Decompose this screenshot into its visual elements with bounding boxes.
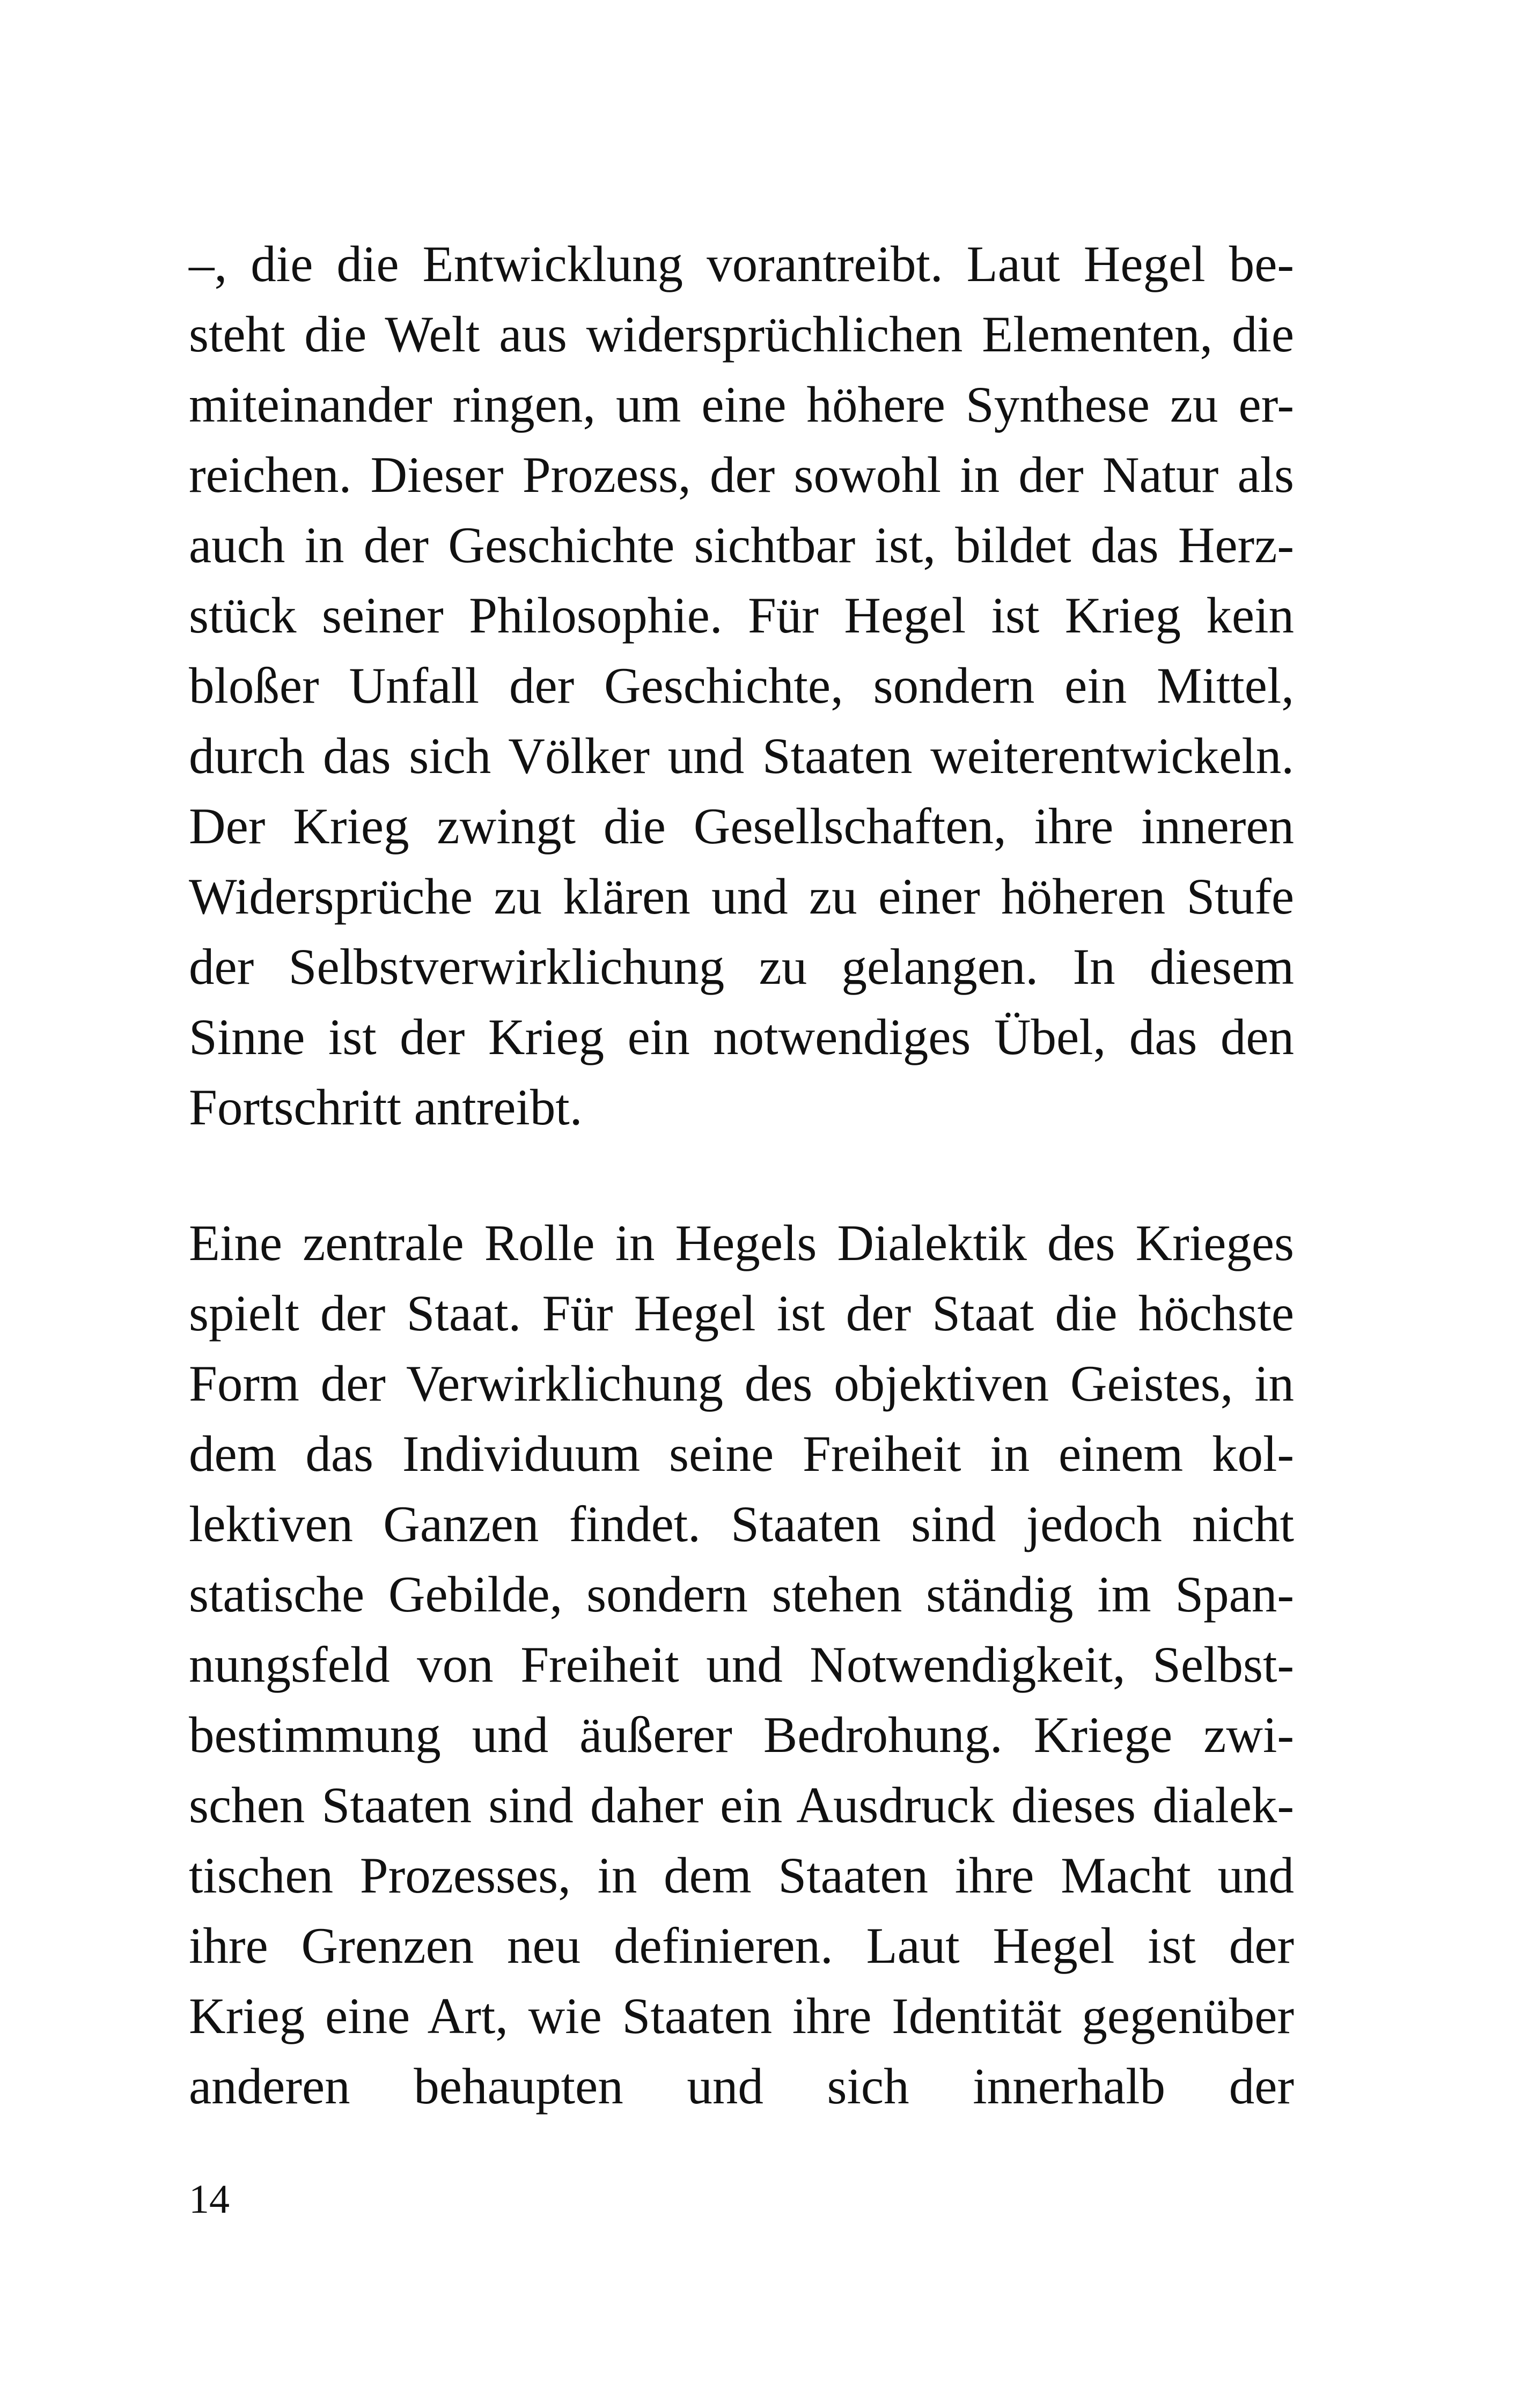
text-line: ihre Grenzen neu definieren. Laut Hegel ist der: [189, 1917, 1294, 1974]
text-line: Widersprüche zu klären und zu einer höheren Stufe: [189, 868, 1294, 925]
text-line: schen Staaten sind daher ein Ausdruck dieses dialek-: [189, 1777, 1294, 1833]
paragraph-2: [189, 1208, 1294, 2122]
text-line: reichen. Dieser Prozess, der sowohl in der Natur als: [189, 446, 1294, 503]
text-line: –, die die Entwicklung vorantreibt. Laut Hegel be-: [189, 235, 1294, 292]
text-line: durch das sich Völker und Staaten weiterentwickeln.: [189, 727, 1294, 784]
text-line: Sinne ist der Krieg ein notwendiges Übel, das den: [189, 1008, 1294, 1065]
text-line: dem das Individuum seine Freiheit in einem kol-: [189, 1425, 1294, 1482]
text-line: spielt der Staat. Für Hegel ist der Staat die höchste: [189, 1285, 1294, 1342]
text-line: bestimmung und äußerer Bedrohung. Kriege zwi-: [189, 1706, 1294, 1763]
text-line: Form der Verwirklichung des objektiven Geistes, in: [189, 1355, 1294, 1412]
text-line: auch in der Geschichte sichtbar ist, bildet das Herz-: [189, 517, 1294, 573]
text-line: lektiven Ganzen findet. Staaten sind jedoch nicht: [189, 1496, 1294, 1552]
text-line: Eine zentrale Rolle in Hegels Dialektik des Krieges: [189, 1214, 1294, 1271]
page-number: 14: [189, 2177, 230, 2222]
text-line: steht die Welt aus widersprüchlichen Elementen, die: [189, 306, 1294, 363]
text-line: Krieg eine Art, wie Staaten ihre Identität gegenüber: [189, 1987, 1294, 2044]
text-line: miteinander ringen, um eine höhere Synthese zu er-: [189, 376, 1294, 433]
text-line: anderen behaupten und sich innerhalb der: [189, 2058, 1294, 2115]
paragraph-1: [189, 229, 1294, 1143]
text-line: stück seiner Philosophie. Für Hegel ist Krieg kein: [189, 587, 1294, 644]
text-line: Fortschritt antreibt.: [189, 1079, 583, 1136]
text-line: nungsfeld von Freiheit und Notwendigkeit, Selbst-: [189, 1636, 1294, 1693]
text-line: Der Krieg zwingt die Gesellschaften, ihre inneren: [189, 798, 1294, 855]
text-line: tischen Prozesses, in dem Staaten ihre Macht und: [189, 1847, 1294, 1904]
text-line: der Selbstverwirklichung zu gelangen. In diesem: [189, 938, 1294, 995]
text-line: bloßer Unfall der Geschichte, sondern ein Mittel,: [189, 657, 1294, 714]
text-line: statische Gebilde, sondern stehen ständig im Span-: [189, 1566, 1294, 1623]
